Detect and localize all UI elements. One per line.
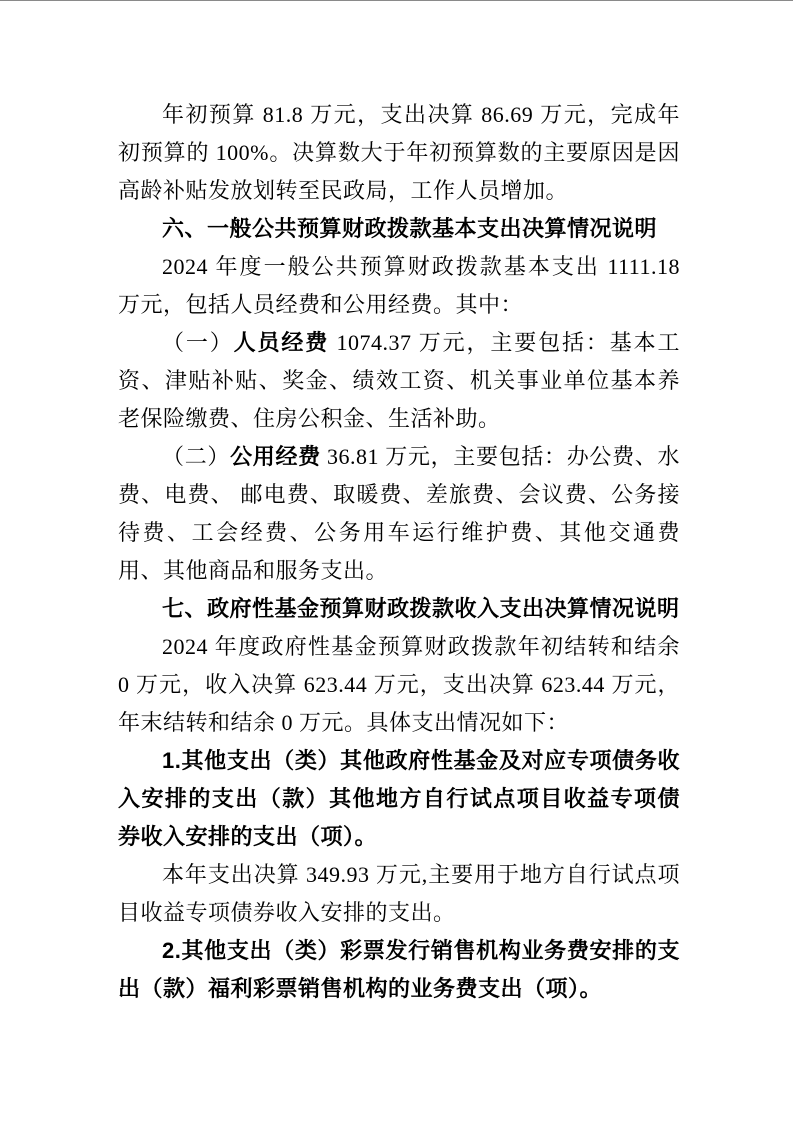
bold-text-run: 六、一般公共预算财政拨款基本支出决算情况说明 <box>162 216 658 241</box>
text-run: 1074.37 万元，主要包括：基本工资、津贴补贴、奖金、绩效工资、机关事业单位基本养老保险缴费、住房公积金、生活补助。 <box>118 330 680 431</box>
paragraph <box>118 742 680 856</box>
bold-text-run: 人员经费 <box>233 330 330 355</box>
paragraph <box>118 324 680 438</box>
text-run: 年初预算 81.8 万元，支出决算 86.69 万元，完成年初预算的 100%。决算数大于年初预算数的主要原因是因高龄补贴发放划转至民政局，工作人员增加。 <box>118 102 680 203</box>
bold-text-run: 七、政府性基金预算财政拨款收入支出决算情况说明 <box>162 596 680 621</box>
section-heading <box>118 590 680 628</box>
paragraph <box>118 932 680 1008</box>
text-run: 2024 年度政府性基金预算财政拨款年初结转和结余 0 万元，收入决算 623.44 万元，支出决算 623.44 万元，年末结转和结余 0 万元。具体支出情况如下： <box>118 634 680 735</box>
paragraph <box>118 96 680 210</box>
text-run: （二） <box>162 444 231 469</box>
section-heading <box>118 210 680 248</box>
document-body <box>118 96 680 1008</box>
bold-text-run: 公用经费 <box>230 444 321 469</box>
paragraph <box>118 856 680 932</box>
text-run: 36.81 万元，主要包括：办公费、水费、电费、 邮电费、取暖费、差旅费、会议费、公务接待费、工会经费、公务用车运行维护费、其他交通费用、其他商品和服务支出。 <box>118 444 680 583</box>
paragraph <box>118 438 680 590</box>
paragraph <box>118 628 680 742</box>
paragraph <box>118 248 680 324</box>
text-run: 本年支出决算 349.93 万元,主要用于地方自行试点项目收益专项债券收入安排的支出。 <box>118 862 680 925</box>
bold-text-run: 1.其他支出（类）其他政府性基金及对应专项债务收入安排的支出（款）其他地方自行试点项目收益专项债券收入安排的支出（项）。 <box>118 748 680 849</box>
bold-text-run: 2.其他支出（类）彩票发行销售机构业务费安排的支出（款）福利彩票销售机构的业务费支出（项）。 <box>118 938 680 1001</box>
text-run: （一） <box>162 330 234 355</box>
text-run: 2024 年度一般公共预算财政拨款基本支出 1111.18 万元，包括人员经费和公用经费。其中： <box>118 254 680 317</box>
page-top-edge-line <box>0 0 793 1</box>
